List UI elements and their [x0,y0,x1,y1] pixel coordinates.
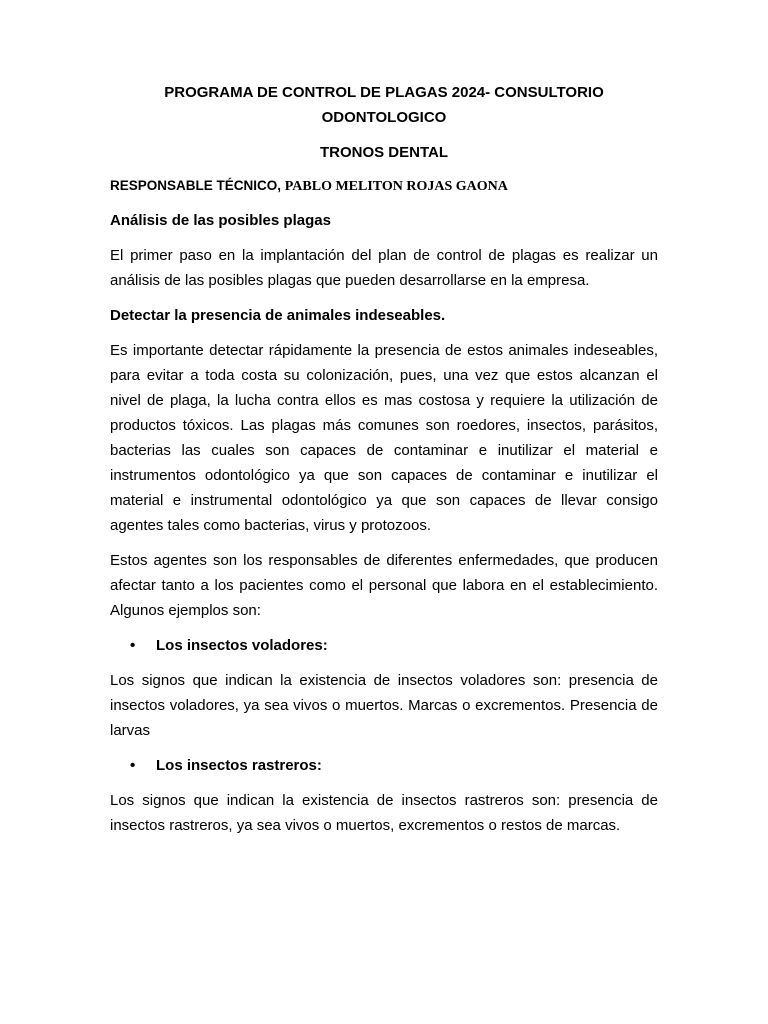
bullet-item-flying-insects [110,633,658,658]
bullet-item-crawling-insects [110,753,658,778]
document-title: PROGRAMA DE CONTROL DE PLAGAS 2024- CONSULTORIO ODONTOLOGICO [164,84,604,126]
bullet-list-crawling [110,753,658,778]
section-heading-detect: Detectar la presencia de animales indeseables. [110,307,446,324]
bullet-label-flying: Los insectos voladores: [156,637,328,654]
responsible-label: RESPONSABLE TÉCNICO, [110,178,285,193]
responsible-line [110,175,658,198]
paragraph-detect-agents: Estos agentes son los responsables de diferentes enfermedades, que producen afectar tanto a los pacientes como el personal que labora en el establecimiento. Algunos ejemplos son: [110,552,658,619]
paragraph-flying-insects: Los signos que indican la existencia de insectos voladores son: presencia de insectos voladores, ya sea vivos o muertos. Marcas o excrementos. Presencia de larvas [110,672,658,739]
responsible-name: PABLO MELITON ROJAS GAONA [284,179,508,194]
paragraph-analysis: El primer paso en la implantación del plan de control de plagas es realizar un análisis de las posibles plagas que pueden desarrollarse en la empresa. [110,247,658,289]
bullet-list-flying [110,633,658,658]
document-page [110,80,658,838]
bullet-dot: • [130,637,136,654]
bullet-dot: • [130,757,136,774]
section-heading-analysis: Análisis de las posibles plagas [110,212,331,229]
paragraph-crawling-insects: Los signos que indican la existencia de insectos rastreros son: presencia de insectos rastreros, ya sea vivos o muertos, excrementos o restos de marcas. [110,792,658,834]
bullet-label-crawling: Los insectos rastreros: [156,757,322,774]
document-subtitle: TRONOS DENTAL [319,144,449,161]
paragraph-detect-importance: Es importante detectar rápidamente la presencia de estos animales indeseables, para evitar a toda costa su colonización, pues, una vez que estos alcanzan el nivel de plaga, la lucha contra ellos es mas costosa y requiere la utilización de productos tóxicos. Las plagas más comunes son roedores, insectos, parásitos, bacterias las cuales son capaces de contaminar e inutilizar el material e instrumentos odontológico ya que son capaces de contaminar e inutilizar el material e instrumental odontológico ya que son capaces de llevar consigo agentes tales como bacterias, virus y protozoos. [110,342,658,534]
